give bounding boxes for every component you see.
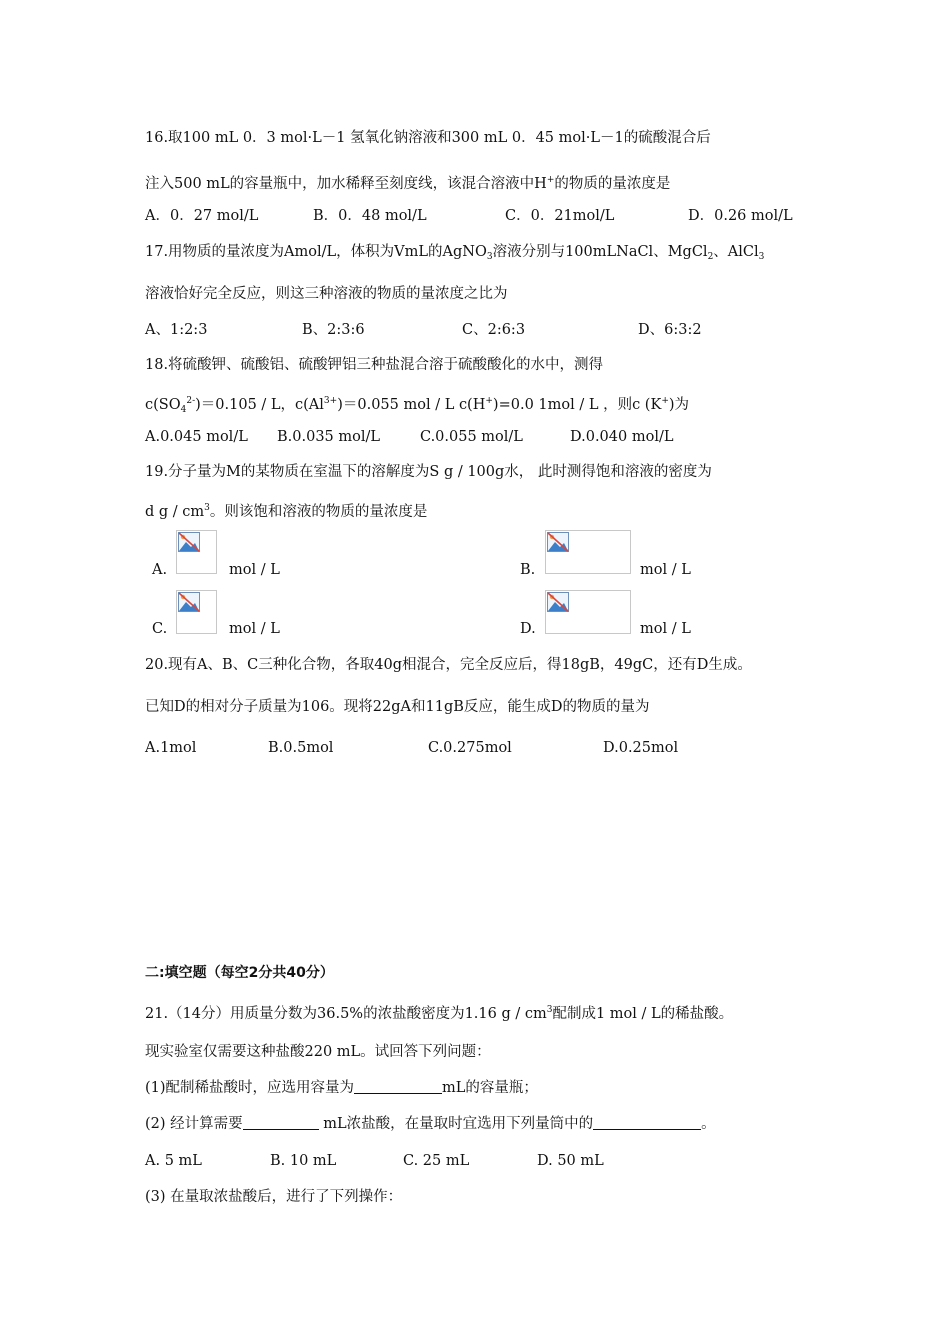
q19-option-a-label: A. <box>152 562 168 578</box>
q16-line1: 16.取100 mL 0．3 mol·L－1 氢氧化钠溶液和300 mL 0．45 mol·L－1的硫酸混合后 <box>145 130 711 146</box>
q21-part1-blank[interactable] <box>354 1078 442 1094</box>
q16-option-d: D．0.26 mol/L <box>688 208 793 224</box>
q17-line2: 溶液恰好完全反应，则这三种溶液的物质的量浓度之比为 <box>145 286 508 302</box>
q19-option-d-unit: mol / L <box>640 621 691 637</box>
q21-line1: 21.（14分）用质量分数为36.5%的浓盐酸密度为1.16 g / $cm^3$配制成1 mol / L的稀盐酸。 <box>145 1005 734 1022</box>
q19-option-b-label: B. <box>520 562 536 578</box>
q21-option-d: D. 50 mL <box>537 1153 604 1169</box>
q21-option-a: A. 5 mL <box>145 1153 202 1169</box>
q19-option-d-label: D. <box>520 621 536 637</box>
q19-option-b-image <box>545 530 631 574</box>
q18-line1: 18.将硫酸钾、硫酸铝、硫酸钾铝三种盐混合溶于硫酸酸化的水中，测得 <box>145 357 604 373</box>
section-heading: 二:填空题（每空2分共40分） <box>145 965 334 981</box>
q16-option-a: A．0．27 mol/L <box>145 208 259 224</box>
q17-option-b: B、2:3:6 <box>302 322 365 338</box>
q21-line2: 现实验室仅需要这种盐酸220 mL。试回答下列问题： <box>145 1044 491 1060</box>
q21-part2-blank1[interactable] <box>243 1114 319 1130</box>
q16-line2: 注入500 mL的容量瓶中，加水稀释至刻度线，该混合溶液中H+的物质的量浓度是 <box>145 175 671 192</box>
q20-line1: 20.现有A、B、C三种化合物，各取40g相混合，完全反应后，得18gB，49gC，还有D生成。 <box>145 657 752 673</box>
q16-option-b: B．0．48 mol/L <box>313 208 427 224</box>
q19-line1: 19.分子量为M的某物质在室温下的溶解度为S g / 100g水， 此时测得饱和溶液的密度为 <box>145 464 712 480</box>
broken-image-icon <box>547 592 569 612</box>
q18-line2: $c(SO_4^{2-})=0.105 / L$，$c(Al^{3+})=0.055$ mol / L c(H+)=0.0 1mol / L ，则c (K+)为 <box>145 396 690 415</box>
q19-option-a-image <box>176 530 217 574</box>
q18-option-a: A.0.045 mol/L <box>145 429 248 445</box>
q20-option-a: A.1mol <box>145 740 197 756</box>
q19-option-c-label: C. <box>152 621 168 637</box>
q17-line1: 17.用物质的量浓度为Amol/L，体积为VmL的AgNO$_3$溶液分别与100mLNaCl、MgCl$_2$、AlCl$_3$ <box>145 244 765 262</box>
q17-option-a: A、1:2:3 <box>145 322 208 338</box>
q19-option-b-unit: mol / L <box>640 562 691 578</box>
q18-option-c: C.0.055 mol/L <box>420 429 523 445</box>
q20-line2: 已知D的相对分子质量为106。现将22gA和11gB反应，能生成D的物质的量为 <box>145 699 650 715</box>
q21-part3: (3) 在量取浓盐酸后，进行了下列操作： <box>145 1189 403 1205</box>
q18-option-b: B.0.035 mol/L <box>277 429 381 445</box>
q21-part1: (1)配制稀盐酸时，应选用容量为 mL的容量瓶； <box>145 1080 538 1096</box>
q19-option-c-image <box>176 590 217 634</box>
q17-option-d: D、6:3:2 <box>638 322 702 338</box>
broken-image-icon <box>178 532 200 552</box>
broken-image-icon <box>178 592 200 612</box>
q21-part2: (2) 经计算需要 mL浓盐酸，在量取时宜选用下列量筒中的 。 <box>145 1116 716 1132</box>
q20-option-d: D.0.25mol <box>603 740 679 756</box>
q19-option-c-unit: mol / L <box>229 621 280 637</box>
q19-option-a-unit: mol / L <box>229 562 280 578</box>
q18-option-d: D.0.040 mol/L <box>570 429 674 445</box>
q21-part2-blank2[interactable] <box>593 1114 701 1130</box>
q21-option-b: B. 10 mL <box>270 1153 337 1169</box>
q20-option-b: B.0.5mol <box>268 740 334 756</box>
q19-line2: d g / $cm^3$。则该饱和溶液的物质的量浓度是 <box>145 503 428 520</box>
broken-image-icon <box>547 532 569 552</box>
q19-option-d-image <box>545 590 631 634</box>
q20-option-c: C.0.275mol <box>428 740 512 756</box>
q16-option-c: C．0．21mol/L <box>505 208 615 224</box>
q17-option-c: C、2:6:3 <box>462 322 526 338</box>
q21-option-c: C. 25 mL <box>403 1153 470 1169</box>
